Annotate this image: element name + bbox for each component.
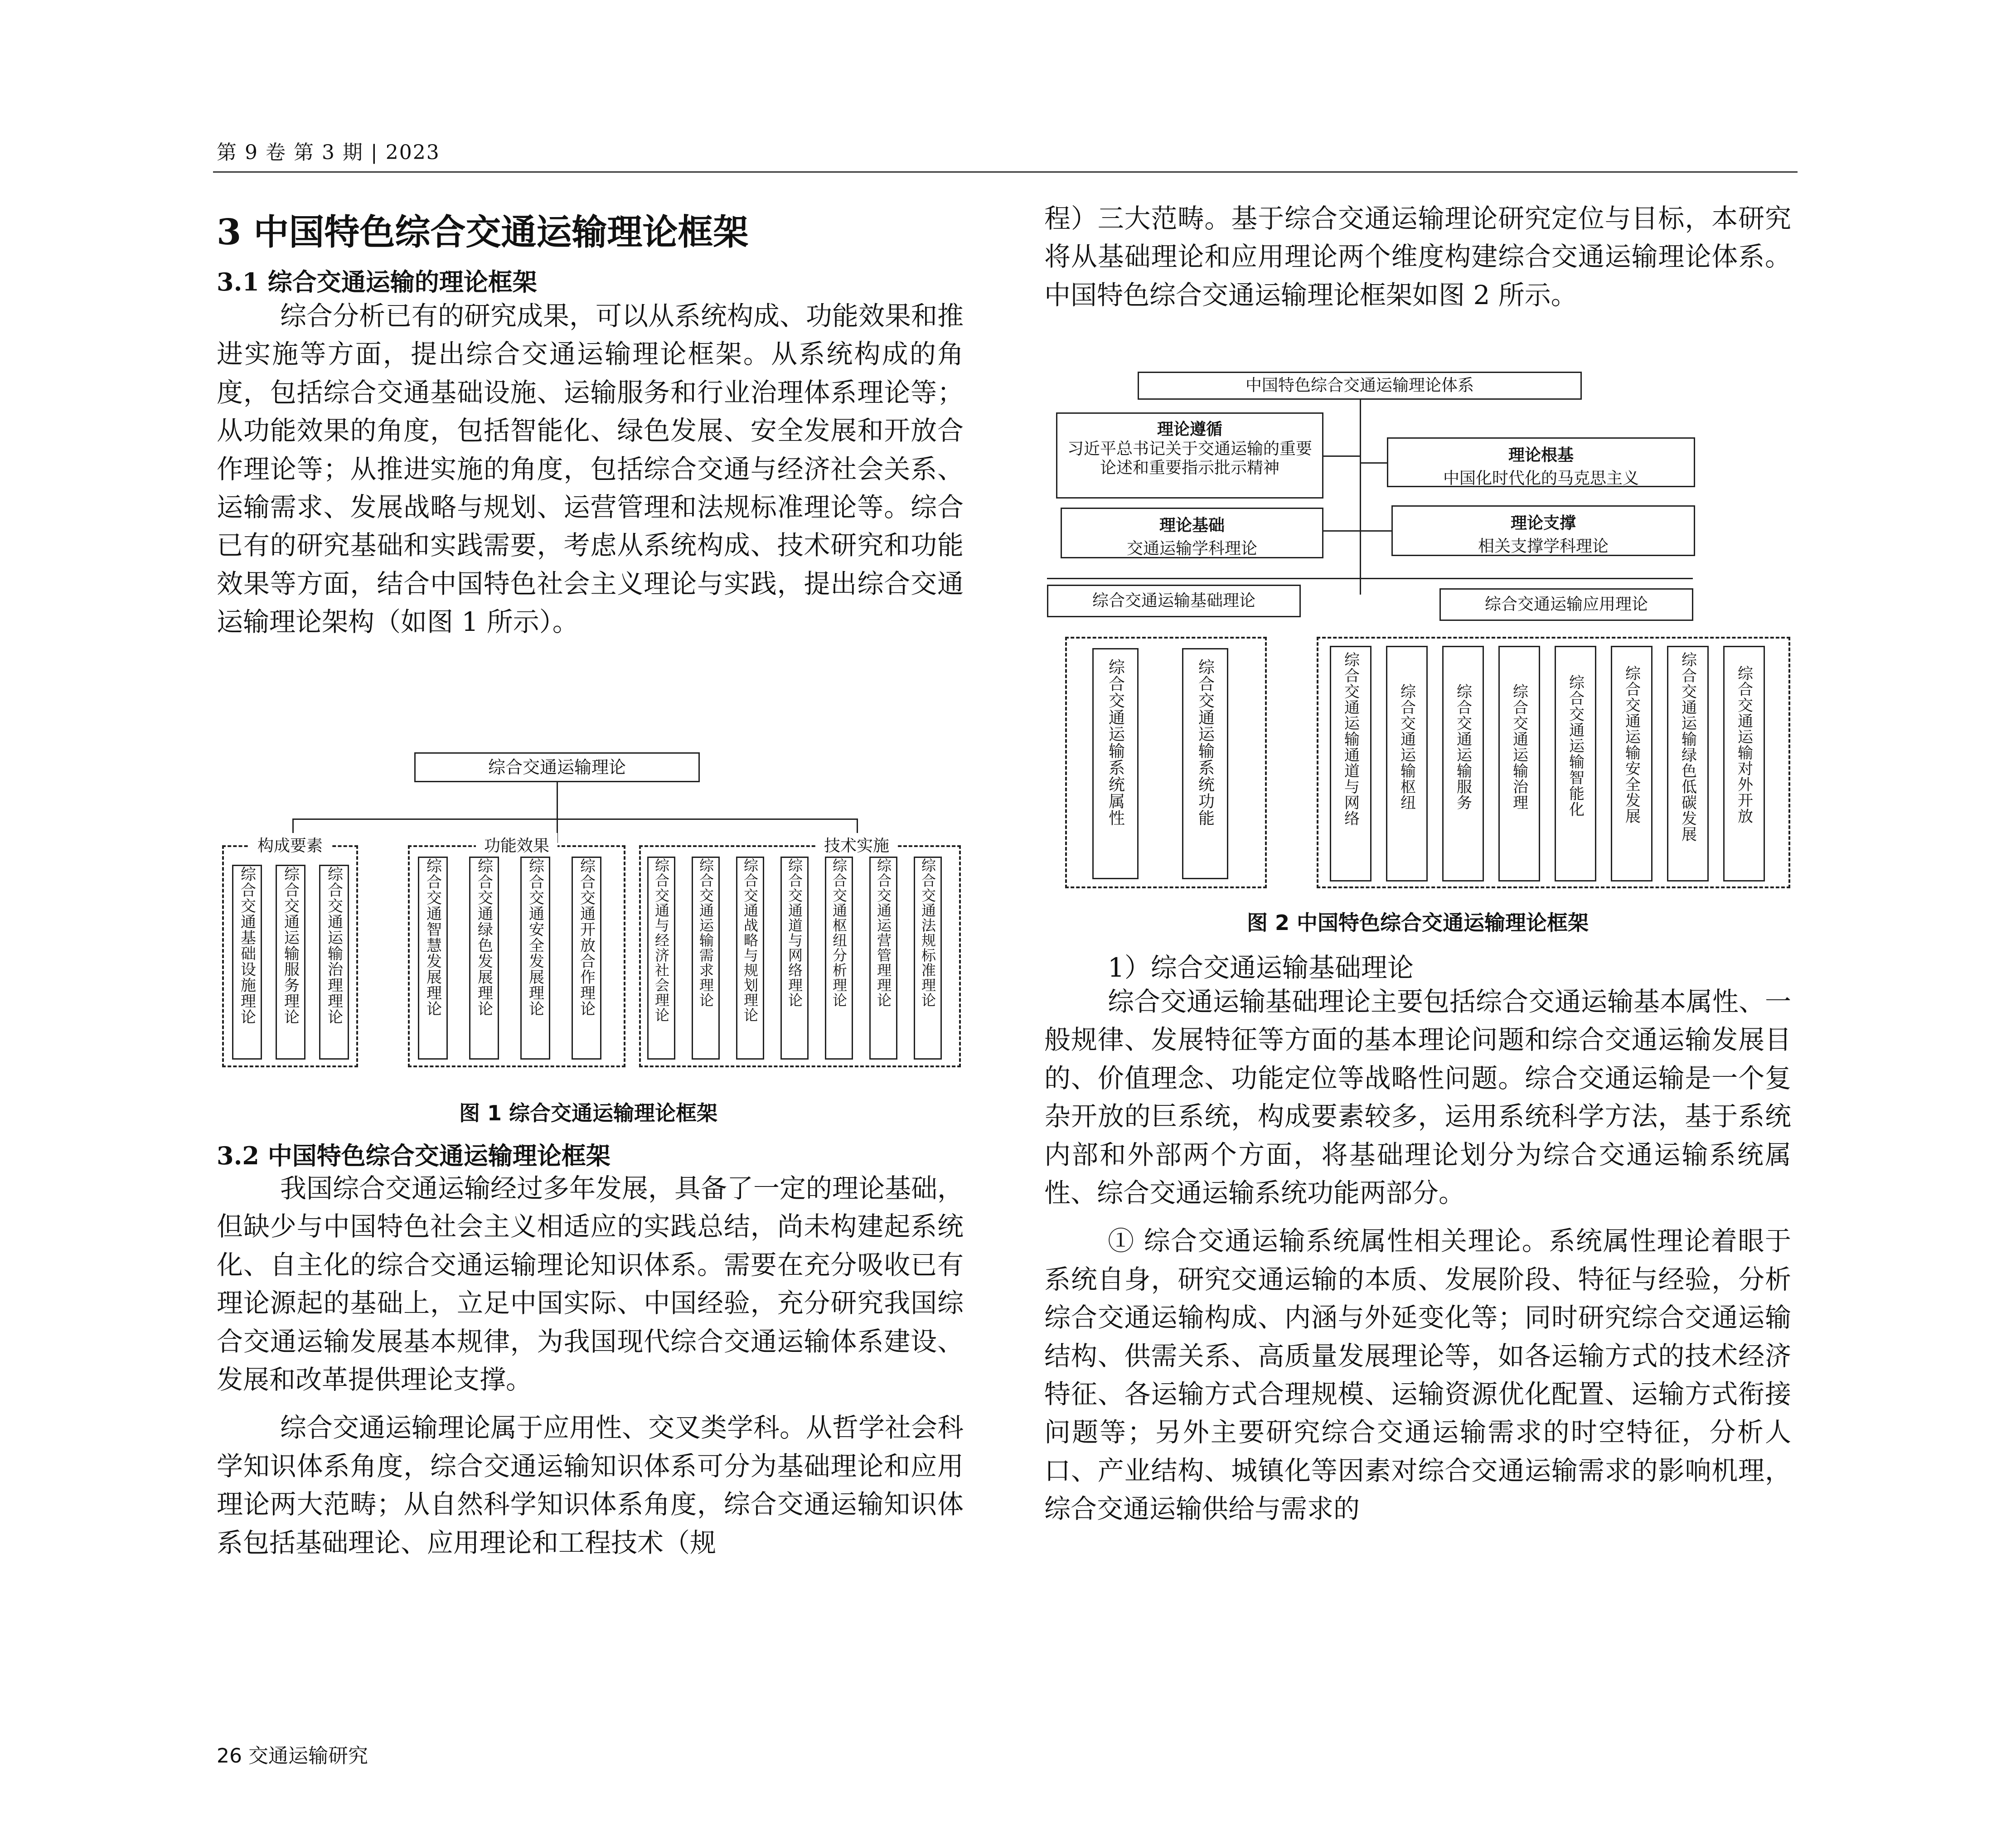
fig2-box-body: 交通运输学科理论 xyxy=(1126,539,1257,558)
fig2-applied-item: 综合交通运输通道与网络 xyxy=(1330,646,1371,881)
fig2-applied-label: 综合交通运输应用理论 xyxy=(1439,588,1693,621)
connector-line xyxy=(1360,400,1361,595)
connector-line xyxy=(1361,462,1387,464)
paragraph-3-1 xyxy=(217,297,964,641)
fig1-item: 综合交通基础设施理论 xyxy=(232,865,262,1060)
connector-line xyxy=(1047,578,1693,579)
fig2-applied-item: 综合交通运输对外开放 xyxy=(1723,646,1765,881)
section-title: 3 中国特色综合交通运输理论框架 xyxy=(217,212,749,253)
paragraphs-3-2 xyxy=(217,1169,964,1562)
fig2-box-body: 相关支撑学科理论 xyxy=(1478,537,1609,556)
fig2-applied-item: 综合交通运输绿色低碳发展 xyxy=(1667,646,1709,881)
fig2-box-theory-root xyxy=(1387,437,1695,487)
connector-line xyxy=(1323,455,1360,457)
fig2-basic-item: 综合交通运输系统属性 xyxy=(1092,648,1139,879)
running-header: 第 9 卷 第 3 期 | 2023 xyxy=(217,141,440,164)
fig2-box-title: 理论根基 xyxy=(1508,446,1574,465)
item-1-title: 1）综合交通运输基础理论 xyxy=(1108,952,1414,983)
fig2-box-title: 理论支撑 xyxy=(1510,514,1576,533)
fig1-item: 综合交通开放合作理论 xyxy=(572,857,601,1060)
fig1-item: 综合交通运输需求理论 xyxy=(692,857,720,1060)
fig2-root-box: 中国特色综合交通运输理论体系 xyxy=(1138,372,1582,400)
fig2-applied-item: 综合交通运输智能化 xyxy=(1555,646,1596,881)
fig1-item: 综合交通运营管理理论 xyxy=(869,857,897,1060)
fig1-item: 综合交通与经济社会理论 xyxy=(647,857,675,1060)
paragraph: 综合分析已有的研究成果，可以从系统构成、功能效果和推进实施等方面，提出综合交通运输理论框架。从系统构成的角度，包括综合交通基础设施、运输服务和行业治理体系理论等；从功能效果的角度，包括智能化、绿色发展、安全发展和开放合作理论等；从推进实施的角度，包括综合交通与经济社会关系、运输需求、发展战略与规划、运营管理和法规标准理论等。综合已有的研究基础和实践需要，考虑从系统构成、技术研究和功能效果等方面，结合中国特色社会主义理论与实践，提出综合交通运输理论架构（如图 1 所示）。 xyxy=(217,300,964,638)
fig2-applied-item: 综合交通运输治理 xyxy=(1498,646,1540,881)
connector-line xyxy=(1323,530,1360,532)
figure-1-caption: 图 1 综合交通运输理论框架 xyxy=(459,1101,718,1125)
fig1-item: 综合交通枢纽分析理论 xyxy=(825,857,853,1060)
paragraph: ① 综合交通运输系统属性相关理论。系统属性理论着眼于系统自身，研究交通运输的本质、发展阶段、特征与经验，分析综合交通运输构成、内涵与外延变化等；同时研究综合交通运输结构、供需关系、高质量发展理论等，如各运输方式的技术经济特征、各运输方式合理规模、运输资源优化配置、运输方式衔接问题等；另外主要研究综合交通运输需求的时空特征，分析人口、产业结构、城镇化等因素对综合交通运输需求的影响机理，综合交通运输供给与需求的 xyxy=(1044,1225,1791,1525)
fig2-applied-item: 综合交通运输安全发展 xyxy=(1611,646,1653,881)
fig1-item: 综合交通运输服务理论 xyxy=(276,865,305,1060)
page-footer: 26 交通运输研究 xyxy=(217,1744,368,1768)
fig2-box-title: 理论基础 xyxy=(1159,516,1225,535)
fig2-applied-item: 综合交通运输服务 xyxy=(1442,646,1484,881)
fig1-item: 综合交通安全发展理论 xyxy=(520,857,550,1060)
fig1-item: 综合交通法规标准理论 xyxy=(914,857,942,1060)
subsection-title-3-2: 3.2 中国特色综合交通运输理论框架 xyxy=(217,1141,611,1170)
subsection-title-3-1: 3.1 综合交通运输的理论框架 xyxy=(217,267,537,296)
figure-1 xyxy=(222,752,965,1088)
header-rule xyxy=(213,171,1798,173)
fig2-box-body: 中国化时代化的马克思主义 xyxy=(1443,469,1639,488)
fig1-item: 综合交通运输治理理论 xyxy=(319,865,349,1060)
fig1-group-label-3: 技术实施 xyxy=(816,833,897,853)
paragraph: 我国综合交通运输经过多年发展，具备了一定的理论基础，但缺少与中国特色社会主义相适应的实践总结，尚未构建起系统化、自主化的综合交通运输理论知识体系。需要在充分吸收已有理论源起的基础上，立足中国实际、中国经验，充分研究我国综合交通运输发展基本规律，为我国现代综合交通运输体系建设、发展和改革提供理论支撑。 xyxy=(217,1173,964,1395)
fig2-box-theory-support xyxy=(1391,505,1695,556)
paragraph: 程）三大范畴。基于综合交通运输理论研究定位与目标，本研究将从基础理论和应用理论两个维度构建综合交通运输理论体系。中国特色综合交通运输理论框架如图 2 所示。 xyxy=(1044,203,1791,310)
connector-line xyxy=(1361,530,1391,532)
fig1-item: 综合交通道与网络理论 xyxy=(780,857,809,1060)
fig2-box-title: 理论遵循 xyxy=(1157,420,1222,439)
fig2-box-body: 习近平总书记关于交通运输的重要论述和重要指示批示精神 xyxy=(1067,440,1312,477)
paragraph-right-top xyxy=(1044,199,1791,314)
connector-line xyxy=(292,818,857,820)
fig1-item: 综合交通战略与规划理论 xyxy=(736,857,764,1060)
fig2-applied-item: 综合交通运输枢纽 xyxy=(1386,646,1428,881)
fig2-basic-label: 综合交通运输基础理论 xyxy=(1047,585,1301,617)
fig1-group-label-2: 功能效果 xyxy=(476,833,557,853)
fig1-root-box: 综合交通运输理论 xyxy=(414,752,700,782)
fig1-item: 综合交通绿色发展理论 xyxy=(469,857,499,1060)
paragraphs-right xyxy=(1044,983,1791,1528)
paragraph: 综合交通运输基础理论主要包括综合交通运输基本属性、一般规律、发展特征等方面的基本理论问题和综合交通运输发展目的、价值理念、功能定位等战略性问题。综合交通运输是一个复杂开放的巨系统，构成要素较多，运用系统科学方法，基于系统内部和外部两个方面，将基础理论划分为综合交通运输系统属性、综合交通运输系统功能两部分。 xyxy=(1044,986,1792,1209)
fig2-basic-item: 综合交通运输系统功能 xyxy=(1182,648,1228,879)
fig1-item: 综合交通智慧发展理论 xyxy=(418,857,448,1060)
fig1-group-label-1: 构成要素 xyxy=(249,833,331,853)
paragraph: 综合交通运输理论属于应用性、交叉类学科。从哲学社会科学知识体系角度，综合交通运输知识体系可分为基础理论和应用理论两大范畴；从自然科学知识体系角度，综合交通运输知识体系包括基础理论、应用理论和工程技术（规 xyxy=(217,1412,964,1558)
figure-2 xyxy=(1047,372,1794,902)
figure-2-caption: 图 2 中国特色综合交通运输理论框架 xyxy=(1246,910,1589,935)
connector-line xyxy=(557,782,558,818)
fig2-box-theory-guidance xyxy=(1056,412,1323,499)
fig2-box-theory-basis xyxy=(1061,508,1323,558)
